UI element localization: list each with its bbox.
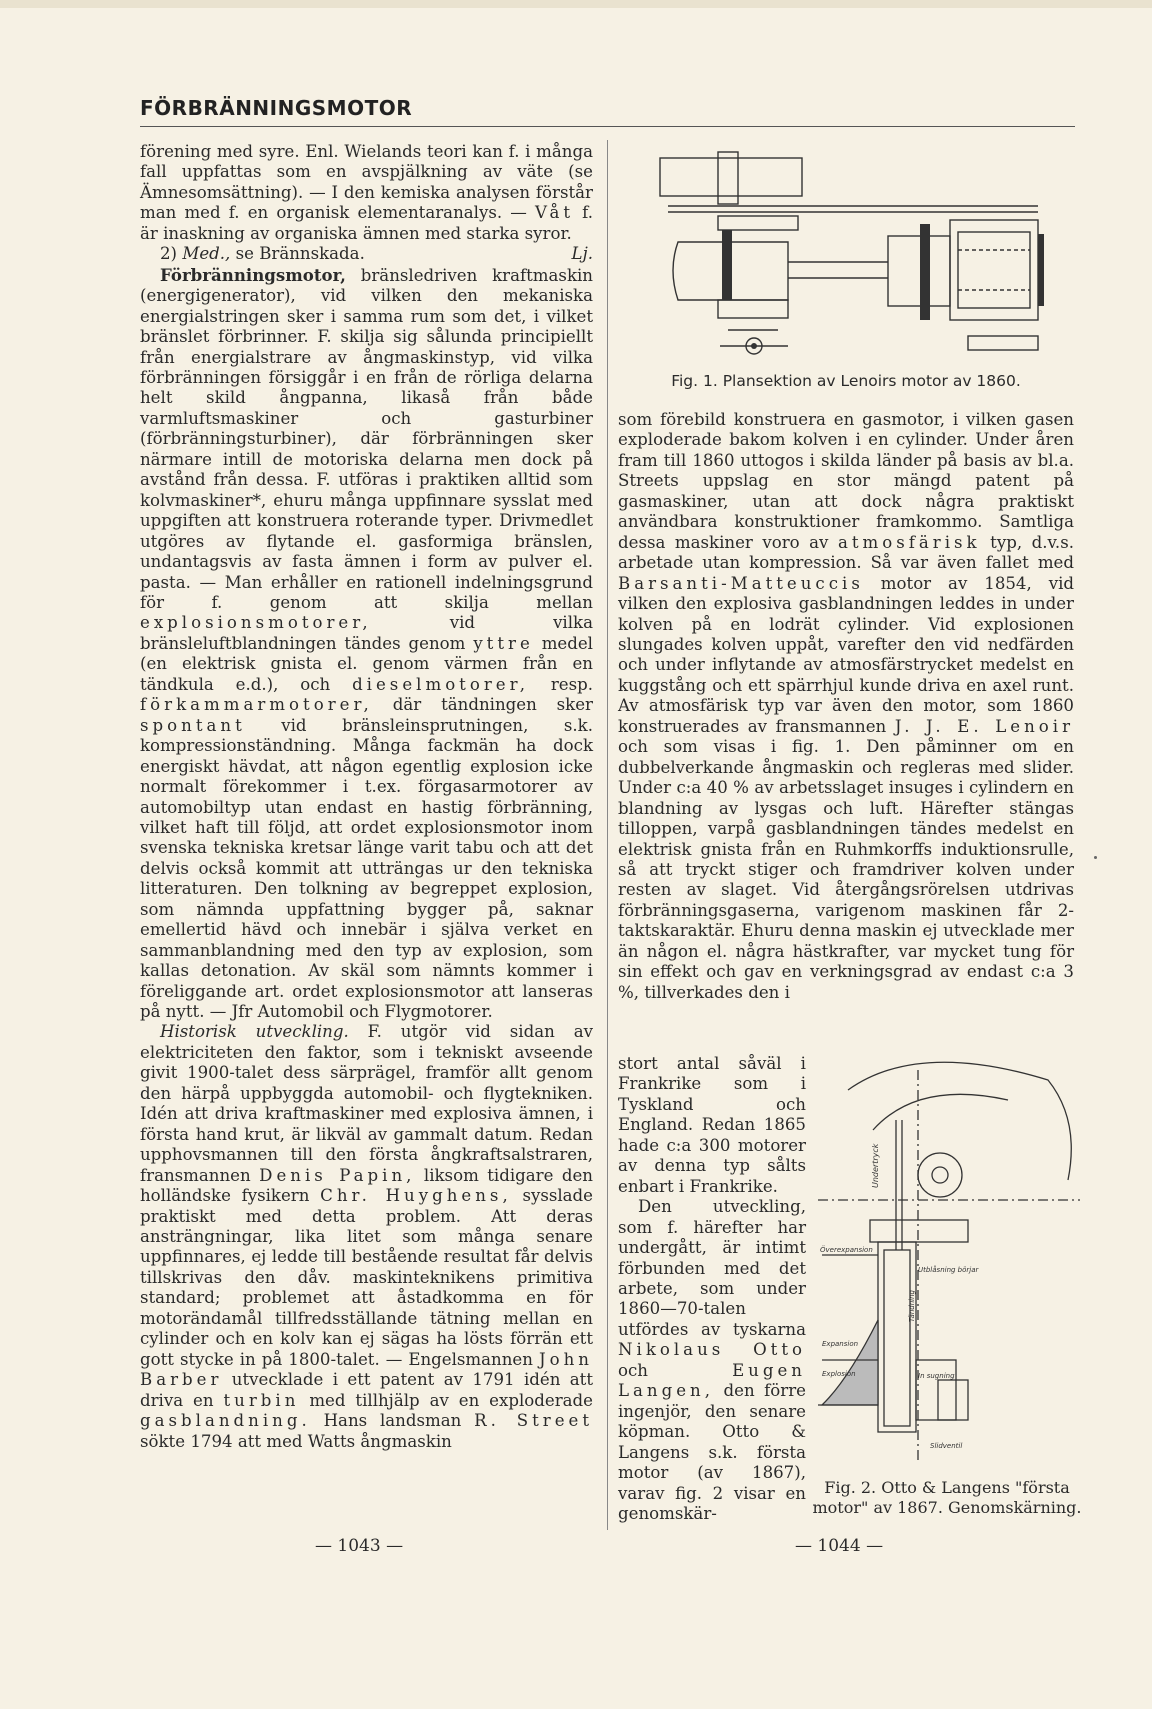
header-rule: [140, 126, 1075, 127]
left-column: [140, 142, 593, 1452]
slide-valve: [938, 1380, 968, 1420]
figure-2-otto-langen-engine: [818, 1060, 1080, 1460]
right-narrow-column: [618, 1054, 806, 1524]
label-overexpansion: Överexpansion: [820, 1246, 873, 1254]
paragraph-intro: förening med syre. Enl. Wielands teori kan f. i många fall uppfattas som en avspjälkning av väte (se Ämnesomsättning). — I den kemiska analysen förstår man med f. en organisk elementaranalys. — Våt f. är inaskning av organiska ämnen med starka syror. Lj.: [140, 142, 593, 264]
crank-housing: [718, 216, 798, 230]
page-number-right: — 1044 —: [795, 1536, 884, 1556]
label-tandning: Tändning: [908, 1290, 916, 1322]
ratchet-wheel: [918, 1153, 962, 1197]
label-slidventil: Slidventil: [930, 1442, 963, 1450]
label-explosion: Explosion: [822, 1370, 856, 1378]
paragraph-otto-langen: Den utveckling, som f. härefter har undergått, är intimt förbunden med det arbete, som under 1860—70-talen utfördes av tyskarna Nikolaus Otto och Eugen Langen, den förre ingenjör, den senare köpman. Otto & Langens s.k. första motor (av 1867), varav fig. 2 visar en genomskär-: [618, 1197, 806, 1523]
section-heading-history: Historisk utveckling.: [160, 1022, 349, 1042]
page-top-edge: [0, 0, 1152, 8]
label-expansion: Expansion: [822, 1340, 859, 1348]
author-signature: Lj.: [571, 244, 593, 264]
paragraph-med: 2) Med., se Brännskada.: [160, 244, 365, 264]
paragraph-history: Historisk utveckling. F. utgör vid sidan av elektriciteten den faktor, som i tekniskt avseende givit 1900-talet dess särprägel, framför allt genom den härpå uppbyggda automobil- och flygtekniken. Idén att driva kraftmaskiner med explosiva ämnen, i första hand krut, är likväl av gammalt datum. Redan upphovsmannen till den första ångkraftsalstraren, fransmannen Denis Papin, liksom tidigare den holländske fysikern Chr. Huyghens, sysslade praktiskt med detta problem. Att deras ansträngningar, lika litet som många senare uppfinnares, ej ledde till bestående resultat får delvis tillskrivas den dåv. maskinteknikens primitiva standard; problemet att åstadkomma en för motorändamål tillfredsställande tätning mellan en cylinder och en kolv kan ej sägas ha lösts förrän ett gott stycke in på 1800-talet. — Engelsmannen John Barber utvecklade i ett patent av 1791 idén att driva en turbin med tillhjälp av en exploderade gasblandning. Hans landsman R. Street sökte 1794 att med Watts ångmaskin: [140, 1022, 594, 1451]
label-insugning: In sugning: [918, 1372, 955, 1380]
paragraph-definition: Förbränningsmotor, bränsledriven kraftmaskin (energigenerator), vid vilken den mekaniska energialstringen sker i samma rum som det, i vilket bränslet förbrinner. F. skilja sig sålunda principiellt från energialstrare av ångmaskinstyp, vid vilka förbränningen försiggår i en från de rörliga delarna helt skild ångpanna, likaså från både varmluftsmaskiner och gasturbiner (förbränningsturbiner), där förbränningen sker närmare intill de motoriska delarna men dock på avstånd från dessa. F. utföras i praktiken alltid som kolvmaskiner*, ehuru många uppfinnare sysslat med uppgiften att konstruera roterande typer. Drivmedlet utgöres av flytande el. gasformiga bränslen, undantagsvis av fasta ämnen i form av pulver el. pasta. — Man erhåller en rationell indelningsgrund för f. genom att skilja mellan explosionsmotorer, vid vilka bränsleluftblandningen tändes genom yttre medel (en elektrisk gnista el. genom värmen från en tändkula e.d.), och dieselmotorer, resp. förkammarmotorer, där tändningen sker spontant vid bränsleinsprutningen, s.k. kompressionständning. Många fackmän ha dock energiskt hävdat, att någon egentlig explosion icke normalt förekommer i t.ex. förgasarmotorer av automobiltyp utan endast en hastig förbränning, vilket haft till följd, att ordet explosionsmotor inom svenska tekniska kretsar länge varit tabu och att det delvis också kommit att utträngas ur den tekniska litteraturen. Den tolkning av begreppet explosion, som nämnda uppfattning bygger på, saknar emellertid hävd och innebär i själva verket en sammanblandning med den typ av explosion, som kallas detonation. Av skäl som nämnts kommer i föreliggande art. ordet explosionsmotor att lanseras på nytt. — Jfr Automobil och Flygmotorer.: [140, 264, 593, 1022]
label-undertryck: Undertryck: [871, 1143, 880, 1188]
pressure-diagram: [822, 1320, 878, 1405]
cylinder-slide: [888, 236, 950, 306]
figure-1-caption: Fig. 1. Plansektion av Lenoirs motor av 1860.: [671, 372, 1021, 390]
figure-2-caption: Fig. 2. Otto & Langens "första motor" av 1867. Genomskärning.: [812, 1478, 1082, 1517]
running-header: FÖRBRÄNNINGSMOTOR: [140, 96, 413, 120]
right-column: [618, 410, 1074, 1003]
flywheel-top: [660, 158, 802, 196]
paragraph-lenoir: som förebild konstruera en gasmotor, i vilken gasen exploderade bakom kolven i en cylinder. Under åren fram till 1860 uttogos i skilda länder på basis av bl.a. Streets uppslag en stor mängd patent på gasmaskiner, utan att dock några praktiskt användbara konstruktioner framkommo. Samtliga dessa maskiner voro av atmosfärisk typ, d.v.s. arbetade utan kompression. Så var även fallet med Barsanti-Matteuccis motor av 1854, vid vilken den explosiva gasblandningen leddes in under kolven på en lodrät cylinder. Vid explosionen slungades kolven uppåt, varefter den vid nedfärden och under inflytande av atmosfärstrycket medelst en kuggstång och ett spärrhjul kunde driva en axel runt. Av atmosfärisk typ var även den motor, som 1860 konstruerades av fransmannen J. J. E. Lenoir och som visas i fig. 1. Den påminner om en dubbelverkande ångmaskin och regleras med slider. Under c:a 40 % av arbetsslaget insuges i cylindern en blandning av lysgas och luft. Härefter stängas tilloppen, varpå gasblandningen tändes medelst en elektrisk gnista från en Ruhmkorffs induktionsrulle, så att tryckt stiger och framdriver kolven under resten av slaget. Vid återgångsrörelsen utdrivas förbränningsgaserna, varigenom maskinen får 2-taktskaraktär. Ehuru denna maskin ej utvecklade mer än någon el. några hästkrafter, var mycket tung för sin effekt och gav en verkningsgrad av endast c:a 3 %, tillverkades den i: [618, 410, 1075, 1002]
cylinder: [950, 220, 1038, 320]
page-number-left: — 1043 —: [315, 1536, 404, 1556]
paragraph-france: stort antal såväl i Frankrike som i Tyskland och England. Redan 1865 hade c:a 300 motorer av denna typ sålts enbart i Frankrike.: [618, 1054, 806, 1196]
column-divider: [607, 140, 608, 1530]
base-block: [968, 336, 1038, 350]
label-utblasning: Utblåsning börjar: [918, 1266, 979, 1274]
figure-1-lenoir-engine: [658, 150, 1046, 365]
entry-headword: Förbränningsmotor,: [160, 264, 346, 285]
speck: [1094, 856, 1097, 859]
